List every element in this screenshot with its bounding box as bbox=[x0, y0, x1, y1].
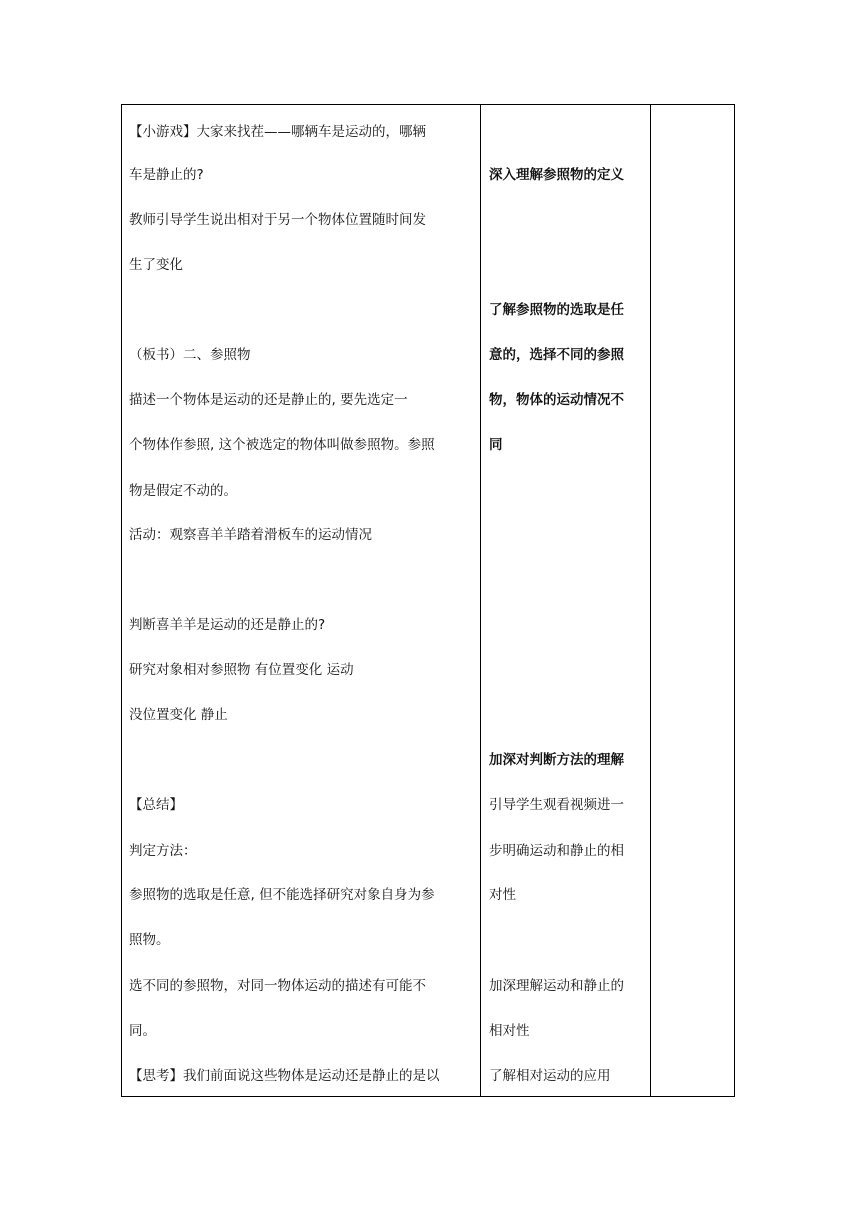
col2-line: 加深理解运动和静止的 bbox=[489, 978, 624, 994]
col1-line: 描述一个物体是运动的还是静止的, 要先选定一 bbox=[129, 392, 408, 408]
col1-line: 教师引导学生说出相对于另一个物体位置随时间发 bbox=[129, 212, 426, 228]
col1-line: 【总结】 bbox=[129, 797, 183, 813]
col2-line: 加深对判断方法的理解 bbox=[489, 752, 624, 768]
column-divider-2 bbox=[650, 105, 651, 1096]
col2-line: 深入理解参照物的定义 bbox=[489, 167, 624, 183]
col1-line: （板书）二、参照物 bbox=[129, 347, 251, 363]
col2-line: 了解相对运动的应用 bbox=[489, 1068, 611, 1084]
col1-line: 生了变化 bbox=[129, 257, 183, 273]
col2-line: 步明确运动和静止的相 bbox=[489, 843, 624, 859]
column-divider-1 bbox=[480, 105, 481, 1096]
col1-line: 照物。 bbox=[129, 932, 170, 948]
col2-line: 了解参照物的选取是任 bbox=[489, 302, 624, 318]
col1-line: 活动：观察喜羊羊踏着滑板车的运动情况 bbox=[129, 527, 372, 543]
col2-line: 对性 bbox=[489, 887, 516, 903]
col1-line: 个物体作参照, 这个被选定的物体叫做参照物。参照 bbox=[129, 437, 435, 453]
col2-line: 意的，选择不同的参照 bbox=[489, 347, 624, 363]
col1-line: 同。 bbox=[129, 1023, 156, 1039]
col2-line: 同 bbox=[489, 437, 503, 453]
col1-line: 物是假定不动的。 bbox=[129, 483, 237, 499]
col1-line: 车是静止的? bbox=[129, 167, 204, 183]
col1-line: 【思考】我们前面说这些物体是运动还是静止的是以 bbox=[129, 1068, 440, 1084]
col1-line: 参照物的选取是任意, 但不能选择研究对象自身为参 bbox=[129, 887, 435, 903]
lesson-plan-table bbox=[121, 104, 735, 1097]
col1-line: 研究对象相对参照物 有位置变化 运动 bbox=[129, 662, 354, 678]
col1-line: 没位置变化 静止 bbox=[129, 707, 228, 723]
col1-line: 判定方法： bbox=[129, 843, 197, 859]
col2-line: 引导学生观看视频进一 bbox=[489, 797, 624, 813]
col1-line: 【小游戏】大家来找茬——哪辆车是运动的，哪辆 bbox=[129, 124, 426, 140]
col1-line: 判断喜羊羊是运动的还是静止的? bbox=[129, 617, 326, 633]
col1-line: 选不同的参照物，对同一物体运动的描述有可能不 bbox=[129, 978, 426, 994]
col2-line: 相对性 bbox=[489, 1023, 530, 1039]
col2-line: 物，物体的运动情况不 bbox=[489, 392, 624, 408]
